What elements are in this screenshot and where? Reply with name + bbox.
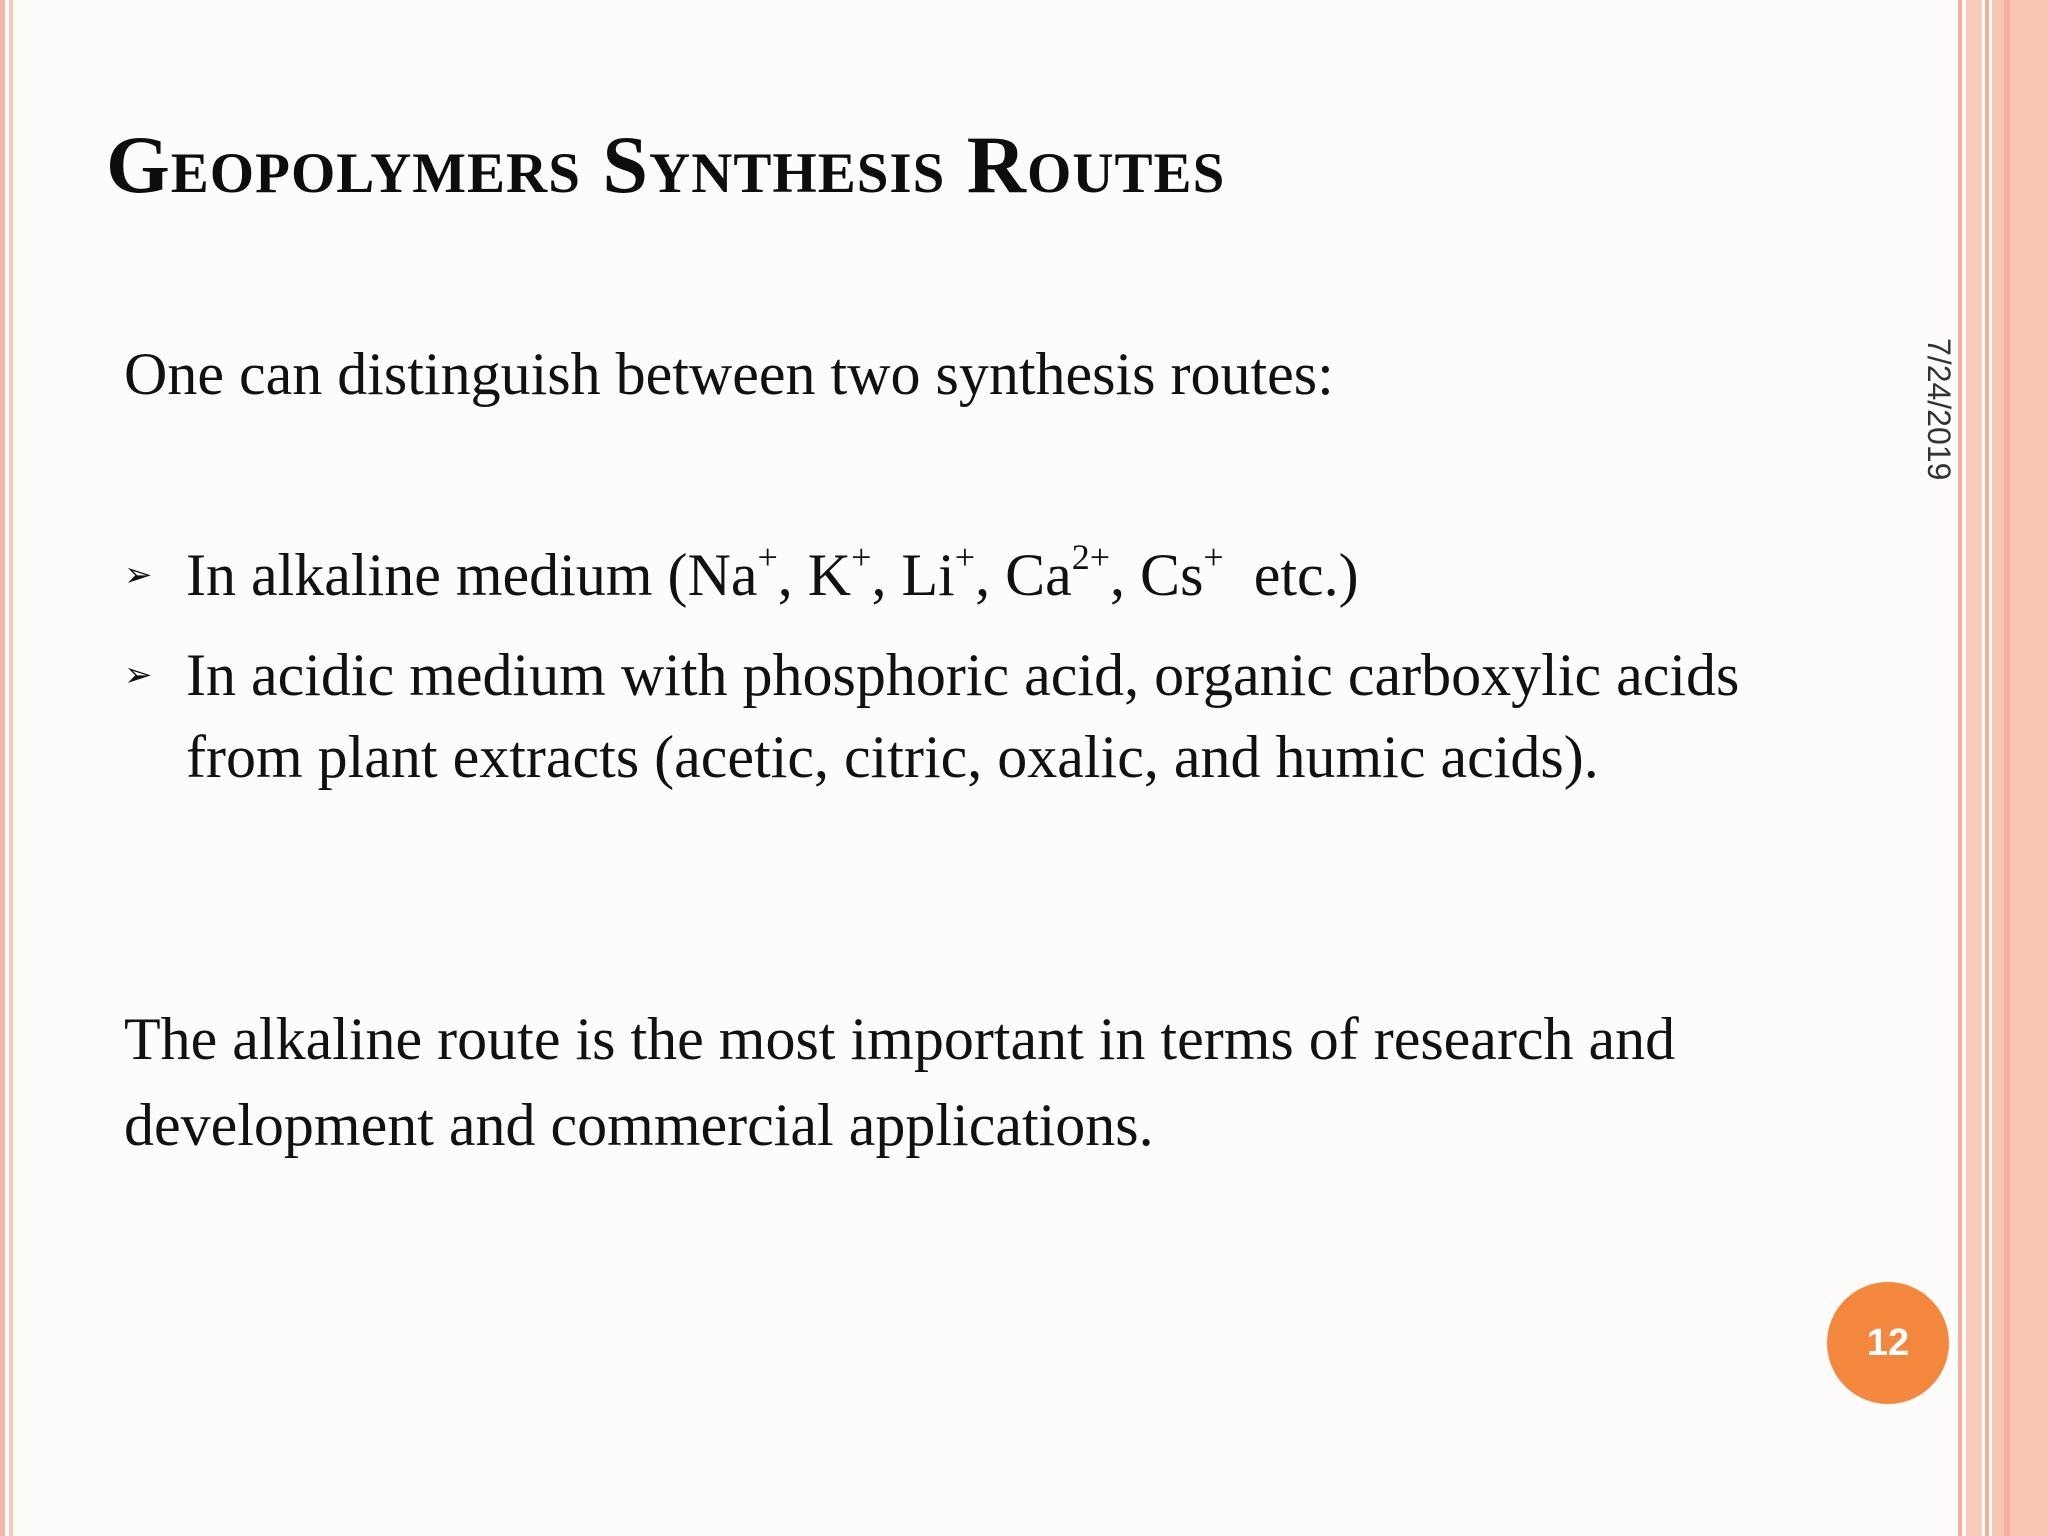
right-border-stripe	[1958, 0, 1962, 1536]
conclusion-text: The alkaline route is the most important in terms of research and development and commercial applications.	[124, 1006, 1676, 1158]
right-border-stripe	[1966, 0, 1982, 1536]
slide-date: 7/24/2019	[1921, 338, 1957, 481]
right-border-stripe	[1992, 0, 2048, 1536]
intro-text: One can distinguish between two synthesis routes:	[124, 341, 1334, 407]
bullet-text: In acidic medium with phosphoric acid, organic carboxylic acids from plant extracts (acetic, citric, oxalic, and humic acids).	[186, 642, 1740, 790]
arrow-bullet-icon: ➢	[124, 555, 153, 595]
right-border-stripe	[2004, 0, 2010, 1536]
bullet-item-alkaline	[124, 534, 1824, 616]
right-border-stripe	[1985, 0, 1989, 1536]
arrow-bullet-icon: ➢	[124, 655, 153, 695]
slide-title: Geopolymers Synthesis Routes	[106, 119, 1226, 210]
left-border-stripe	[0, 0, 5, 1536]
bullet-text: In alkaline medium (Na+, K+, Li+, $Ca^{2+}$, Cs+ etc.)	[186, 537, 1359, 608]
page-number-badge: 12	[1827, 1282, 1949, 1404]
left-border-stripe	[9, 0, 13, 1536]
bullet-item-acidic	[124, 634, 1824, 798]
